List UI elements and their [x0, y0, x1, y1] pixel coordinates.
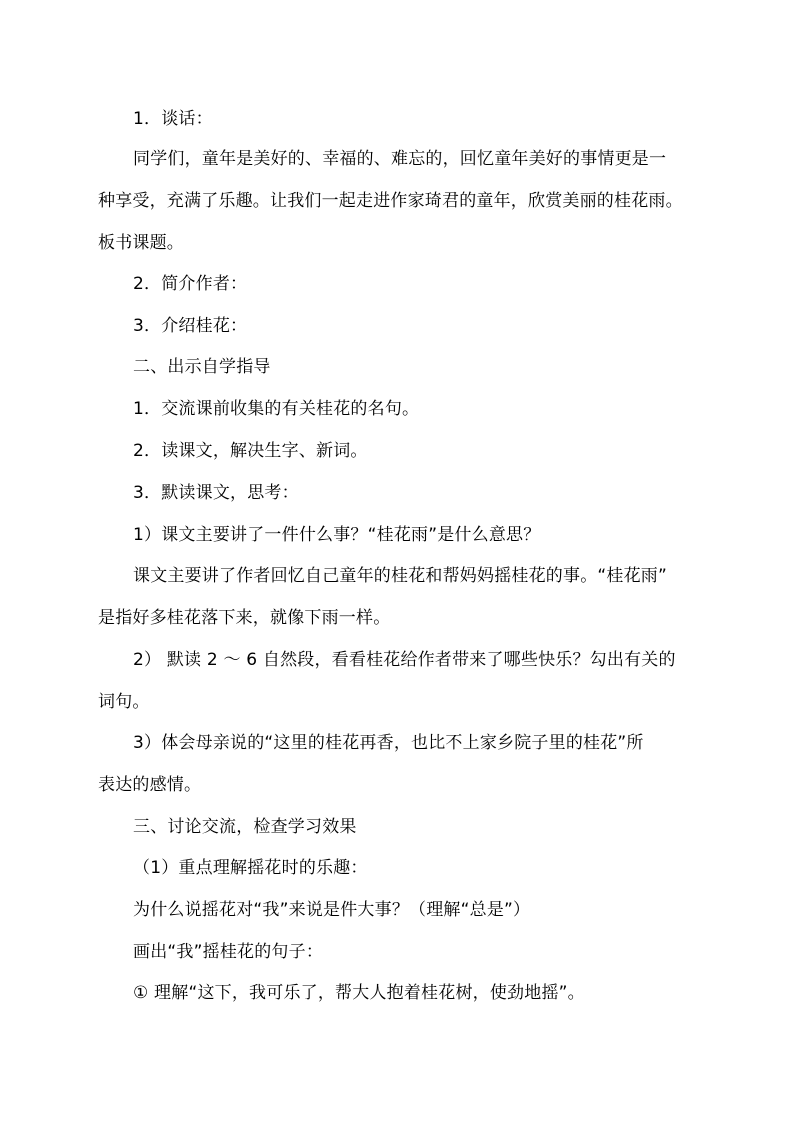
section-heading-discussion: 三、讨论交流，检查学习效果 [133, 817, 357, 837]
question-3-line-1: 3）体会母亲说的“这里的桂花再香，也比不上家乡院子里的桂花”所 [133, 733, 644, 753]
text-line-silent-reading: 3．默读课文，思考： [133, 483, 299, 503]
text-line-intro-2: 种享受，充满了乐趣。让我们一起走进作家琦君的童年，欣赏美丽的桂花雨。 [98, 191, 683, 211]
question-3-line-2: 表达的感情。 [98, 775, 202, 795]
text-line-key-understanding: （1）重点理解摇花时的乐趣： [133, 858, 368, 878]
section-heading-self-study: 二、出示自学指导 [133, 357, 271, 377]
text-line-talk-heading: 1．谈话： [133, 109, 213, 129]
question-2-line-2: 词句。 [98, 692, 150, 712]
answer-1-line-2: 是指好多桂花落下来，就像下雨一样。 [98, 608, 391, 628]
text-line-author-intro: 2．简介作者： [133, 274, 248, 294]
text-line-draw-sentences: 画出“我”摇桂花的句子： [133, 942, 324, 962]
question-1: 1）课文主要讲了一件什么事？“桂花雨”是什么意思？ [133, 525, 541, 545]
answer-1-line-1: 课文主要讲了作者回忆自己童年的桂花和帮妈妈摇桂花的事。“桂花雨” [133, 566, 668, 586]
text-line-intro-1: 同学们，童年是美好的、幸福的、难忘的，回忆童年美好的事情更是一 [133, 149, 667, 169]
text-line-famous-quotes: 1．交流课前收集的有关桂花的名句。 [133, 399, 420, 419]
question-2-line-1: 2） 默读 2 ～ 6 自然段，看看桂花给作者带来了哪些快乐？勾出有关的 [133, 650, 676, 670]
text-line-read-text: 2．读课文，解决生字、新词。 [133, 441, 368, 461]
text-line-board-title: 板书课题。 [98, 233, 184, 253]
text-line-why-big-event: 为什么说摇花对“我”来说是件大事？（理解“总是”） [133, 900, 531, 920]
text-line-osmanthus-intro: 3．介绍桂花： [133, 316, 248, 336]
text-line-understand-sentence: ① 理解“这下，我可乐了，帮大人抱着桂花树，使劲地摇”。 [133, 983, 585, 1003]
